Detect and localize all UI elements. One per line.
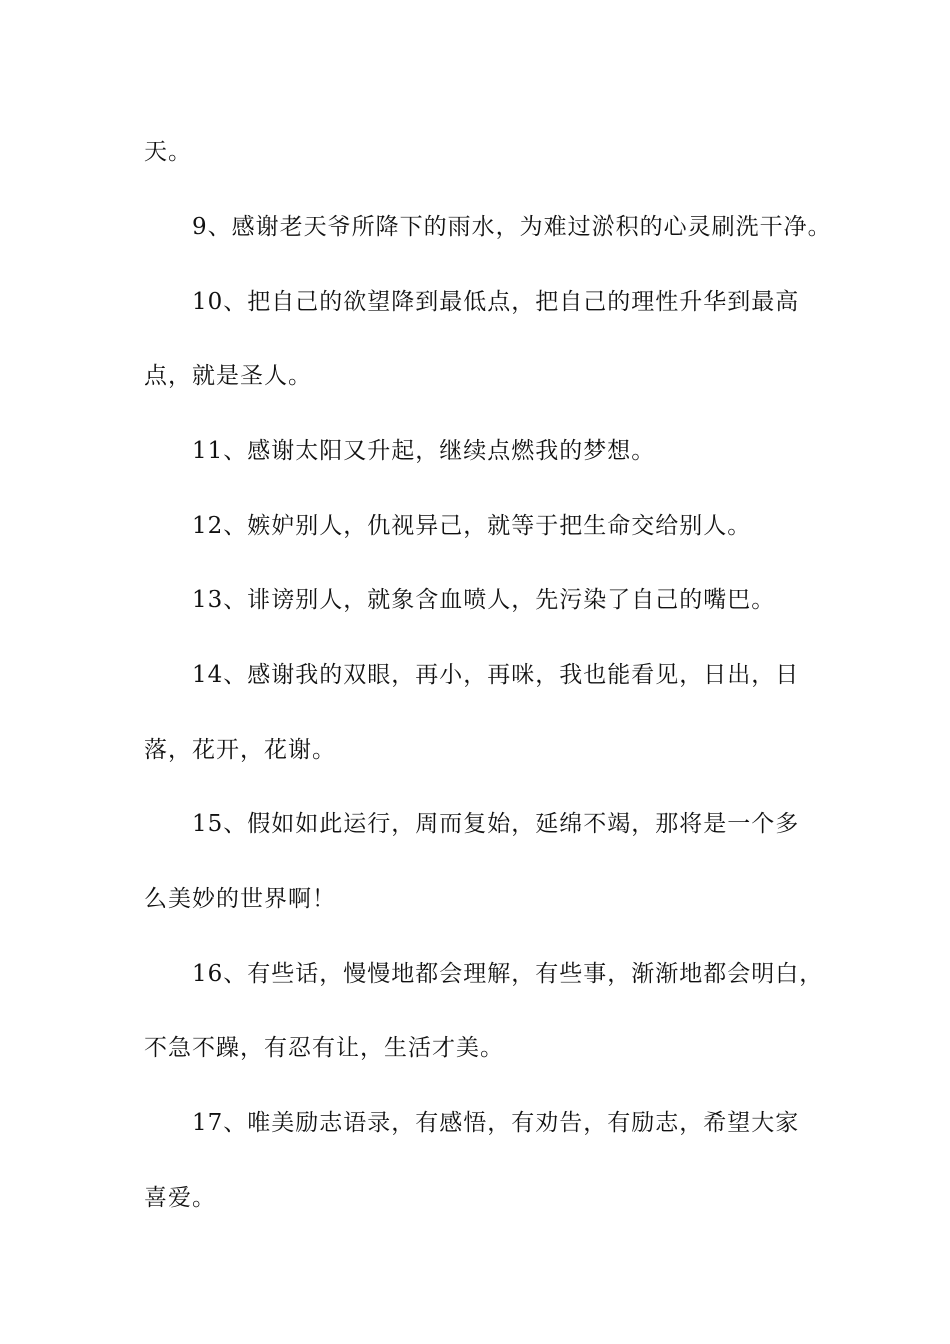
text-line: 14、感谢我的双眼，再小，再咪，我也能看见，日出，日	[192, 662, 800, 688]
text-line: 天。	[144, 139, 192, 165]
text-line: 不急不躁，有忍有让，生活才美。	[144, 1035, 504, 1061]
text-line: 12、嫉妒别人，仇视异己，就等于把生命交给别人。	[192, 513, 752, 539]
text-line: 点，就是圣人。	[144, 363, 312, 389]
text-line: 9、感谢老天爷所降下的雨水，为难过淤积的心灵刷洗干净。	[192, 214, 832, 240]
text-line: 13、诽谤别人，就象含血喷人，先污染了自己的嘴巴。	[192, 587, 776, 613]
text-line: 么美妙的世界啊！	[144, 886, 336, 912]
text-line: 16、有些话，慢慢地都会理解，有些事，渐渐地都会明白，	[192, 961, 824, 987]
text-line: 10、把自己的欲望降到最低点，把自己的理性升华到最高	[192, 289, 800, 315]
text-line: 落，花开，花谢。	[144, 737, 336, 763]
text-line: 17、唯美励志语录，有感悟，有劝告，有励志，希望大家	[192, 1110, 800, 1136]
text-line: 15、假如如此运行，周而复始，延绵不竭，那将是一个多	[192, 811, 800, 837]
text-line: 喜爱。	[144, 1185, 216, 1211]
text-line: 11、感谢太阳又升起，继续点燃我的梦想。	[192, 438, 656, 464]
